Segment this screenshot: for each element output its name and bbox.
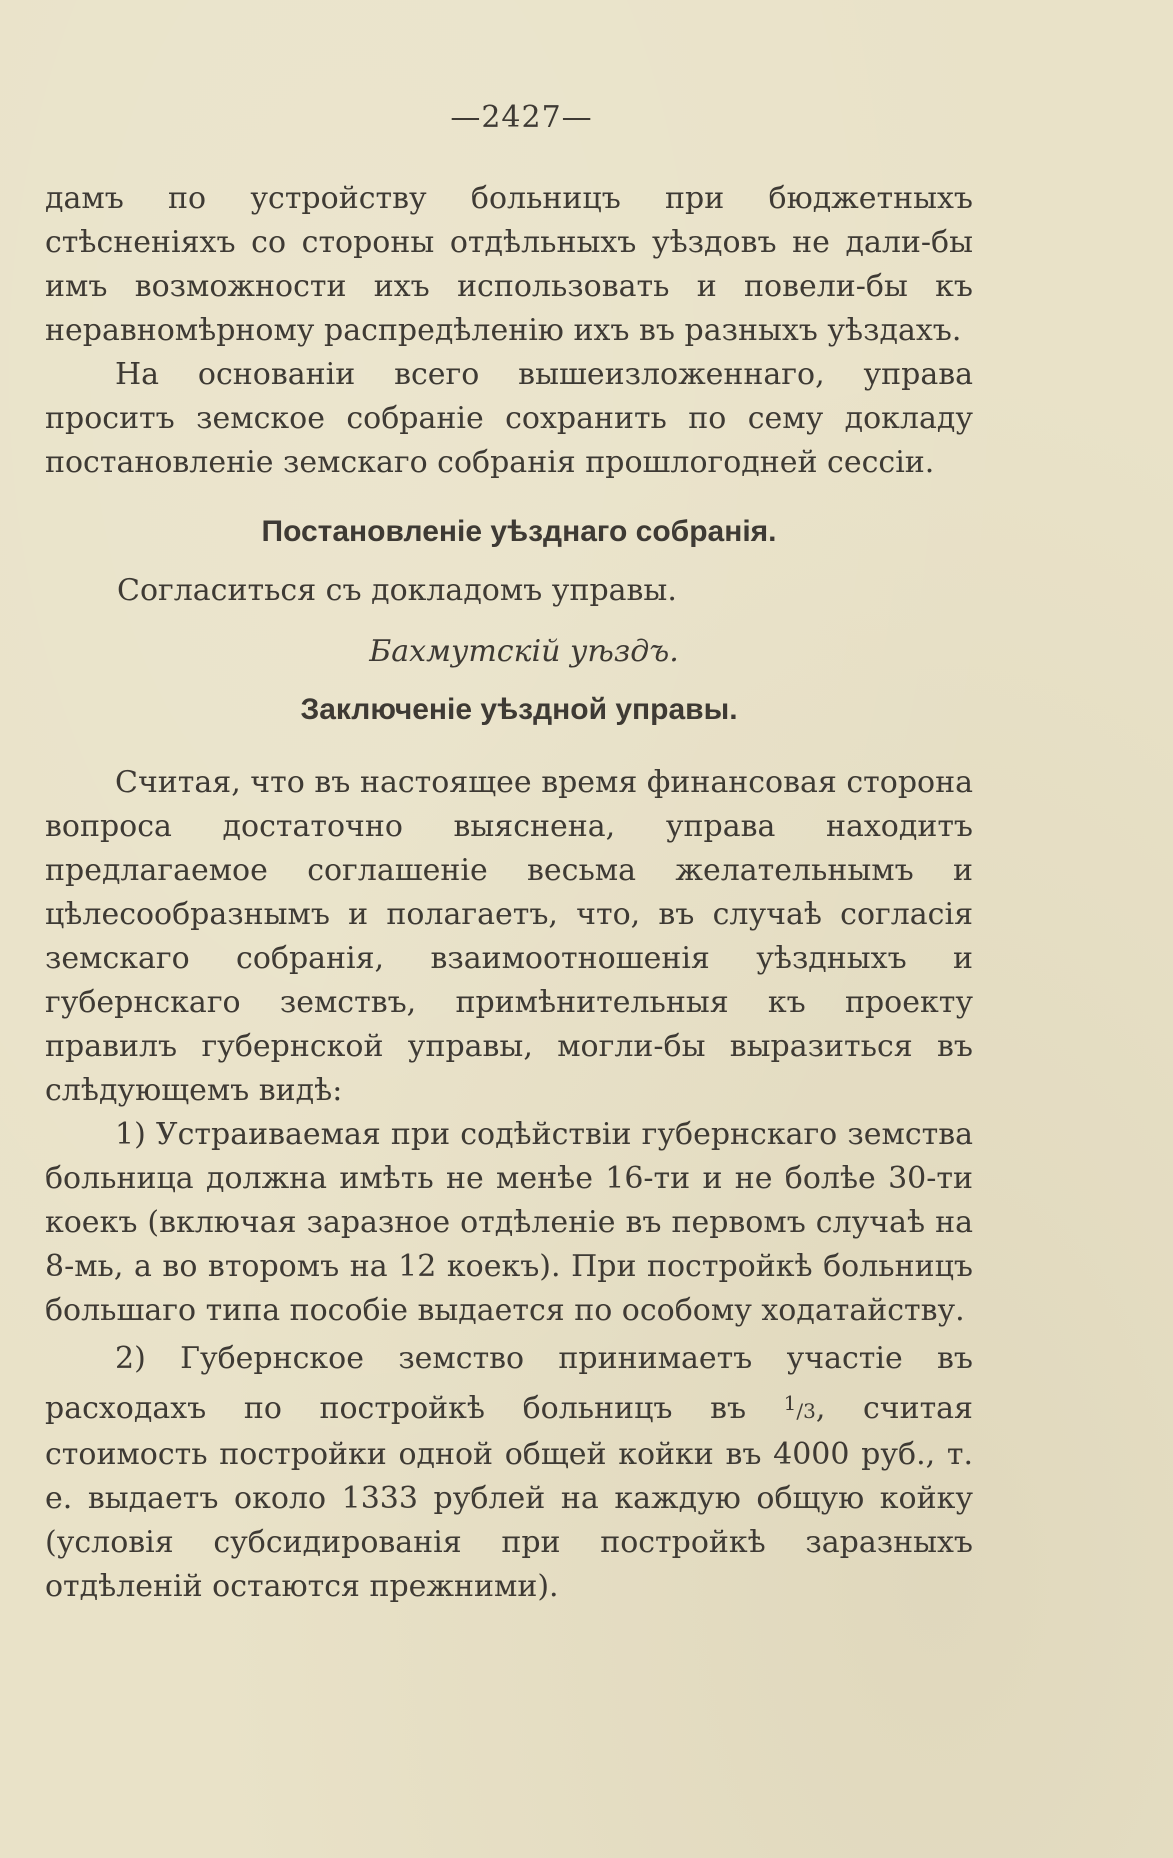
item-2-text-after: , считая стоимость постройки одной общей койки въ 4000 руб., т. е. выдаетъ около 1333 рублей на каждую общую койку (условія субсидированія при постройкѣ заразныхъ отдѣленій остаются прежними). [45,1391,973,1604]
heading-resolution: Постановленіе уѣзднаго собранія. [261,515,777,548]
resolution-text: Согласиться съ докладомъ управы. [117,573,677,608]
district-title: Бахмутскій уѣздъ. [369,634,679,669]
paragraph-conclusion-intro: Считая, что въ настоящее время финансовая сторона вопроса достаточно выяснена, управа находитъ предлагаемое соглашеніе весьма желательнымъ и цѣлесообразнымъ и полагаетъ, что, въ случаѣ согласія земскаго собранія, взаимоотношенія уѣздныхъ и губернскаго земствъ, примѣнительныя къ проекту правилъ губернской управы, могли-бы выразиться въ слѣдующемъ видѣ: [45,765,973,1108]
paragraph-continuation: дамъ по устройству больницъ при бюджетныхъ стѣсненіяхъ со стороны отдѣльныхъ уѣздовъ не дали-бы имъ возможности ихъ использовать и повели-бы къ неравномѣрному распредѣленію ихъ въ разныхъ уѣздахъ. [45,181,973,348]
page-number: —2427— [450,100,593,135]
list-item-2 [45,1337,973,1609]
item-2-text-before: 2) Губернское земство принимаетъ участіе въ расходахъ по постройкѣ больницъ въ [45,1341,973,1426]
fraction-numerator: 1 [783,1391,797,1415]
paragraph-request: На основаніи всего вышеизложеннаго, управа проситъ земское собраніе сохранить по сему докладу постановленіе земскаго собранія прошлогодней сессіи. [45,357,973,480]
fraction-denominator: /3 [796,1399,816,1423]
list-item-1: 1) Устраиваемая при содѣйствіи губернскаго земства больница должна имѣть не менѣе 16-ти и не болѣе 30-ти коекъ (включая заразное отдѣленіе въ первомъ случаѣ на 8-мь, а во второмъ на 12 коекъ). При постройкѣ больницъ большаго типа пособіе выдается по особому ходатайству. [45,1117,973,1328]
heading-conclusion: Заключеніе уѣздной управы. [300,693,738,726]
